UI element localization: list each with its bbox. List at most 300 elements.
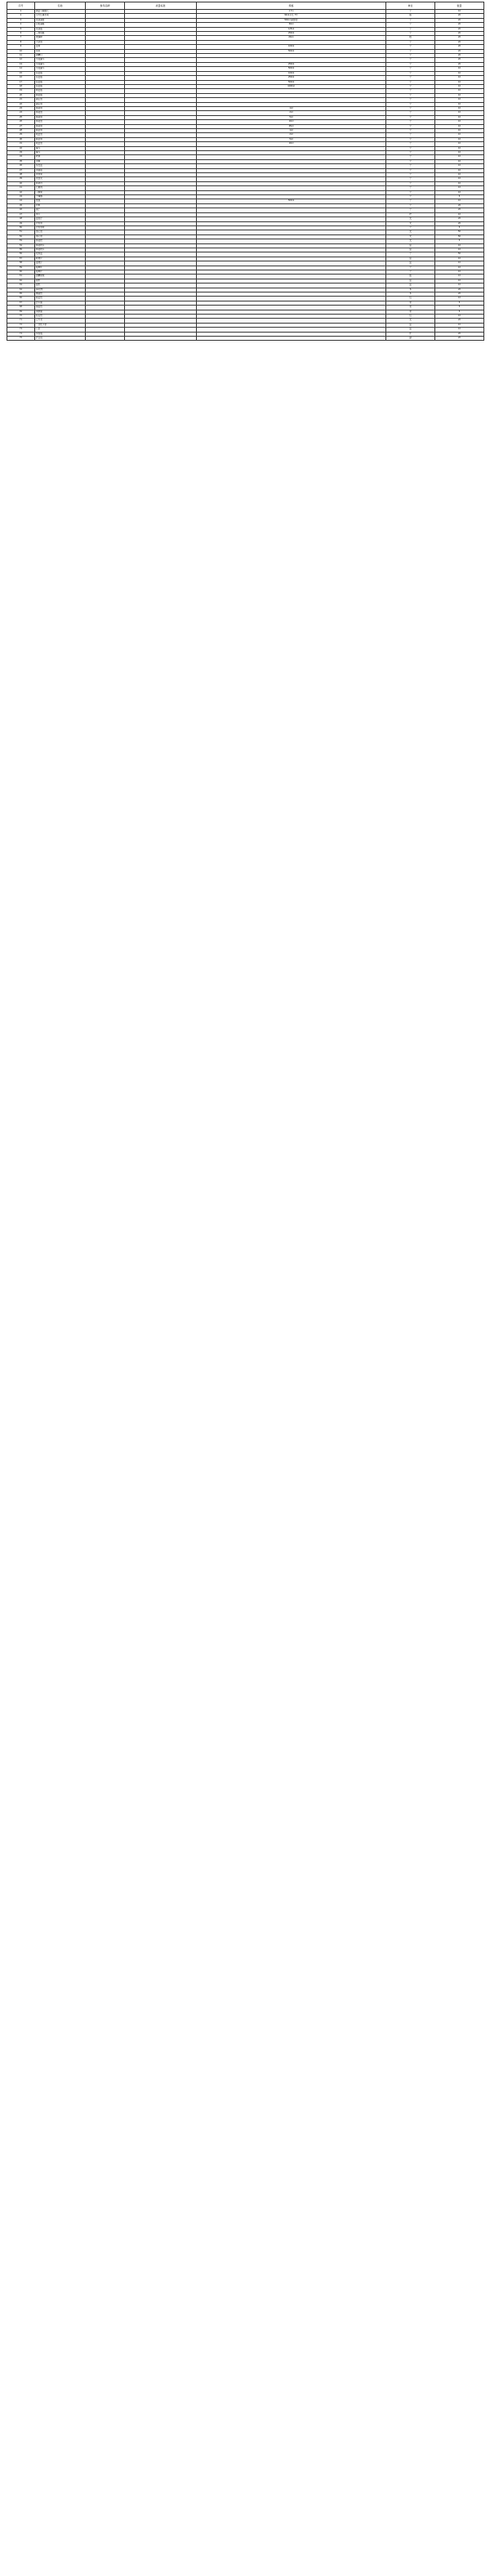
cell-index: 17 [7,80,35,84]
cell-unit: 个 [386,111,435,115]
cell-unit: 本 [386,288,435,292]
cell-qty: 10 [435,266,484,270]
cell-index: 10 [7,49,35,53]
cell-index: 74 [7,332,35,336]
cell-spec: 1.7m [197,10,386,14]
cell-unit: 个 [386,18,435,22]
cell-name: 口罩 [35,328,86,332]
cell-unit: 个 [386,142,435,146]
cell-spec: 5ml [197,137,386,141]
cell-spec: 250ml [197,32,386,36]
cell-unit: 包 [386,315,435,319]
cell-unit: 个 [386,58,435,62]
cell-qty: 10 [435,173,484,177]
cell-name: 酒精棉球 [35,275,86,279]
cell-unit: 盒 [386,279,435,283]
cell-name: 三角烧瓶 [35,32,86,36]
cell-qty: 10 [435,128,484,132]
cell-index: 61 [7,275,35,279]
cell-spec: 2ml [197,133,386,137]
cell-index: 21 [7,98,35,102]
cell-index: 36 [7,164,35,168]
cell-qty: 10 [435,76,484,80]
cell-qty: 50 [435,252,484,257]
cell-index: 43 [7,195,35,199]
cell-unit: 支 [386,234,435,239]
cell-qty: 20 [435,49,484,53]
cell-standard [125,337,197,341]
cell-index: 34 [7,155,35,159]
cell-unit: 个 [386,195,435,199]
cell-qty: 10 [435,84,484,88]
cell-index: 37 [7,168,35,172]
cell-name: 培养皿 [35,252,86,257]
cell-qty: 20 [435,36,484,40]
cell-name: 滴定管 [35,98,86,102]
cell-unit: 个 [386,27,435,31]
cell-unit: 个 [386,128,435,132]
cell-qty: 10 [435,297,484,301]
cell-unit: 个 [386,164,435,168]
cell-unit: 个 [386,168,435,172]
cell-name: 试剂瓶 [35,27,86,31]
cell-name: 蒸发皿 [35,164,86,168]
cell-index: 42 [7,190,35,194]
cell-index: 46 [7,208,35,212]
cell-unit: 个 [386,45,435,49]
cell-unit: 个 [386,23,435,27]
cell-spec: 60ml [197,23,386,27]
cell-index: 19 [7,89,35,93]
cell-name: 研钵 [35,155,86,159]
cell-unit: 个 [386,62,435,66]
cell-unit: 盒 [386,323,435,327]
cell-unit: 支 [386,239,435,243]
cell-qty: 10 [435,257,484,261]
cell-unit: 瓶 [386,14,435,18]
cell-name: 滤纸 [35,279,86,283]
cell-index: 75 [7,337,35,341]
cell-index: 65 [7,292,35,297]
cell-qty: 10 [435,93,484,97]
cell-name: 护目镜 [35,337,86,341]
cell-index: 16 [7,76,35,80]
cell-spec [197,337,386,341]
cell-unit: 个 [386,186,435,190]
cell-name: 称量瓶 [35,93,86,97]
cell-qty: 20 [435,40,484,44]
cell-unit: 个 [386,208,435,212]
cell-qty: 5 [435,306,484,310]
cell-qty: 10 [435,270,484,274]
cell-qty: 10 [435,248,484,252]
cell-unit: 盒 [386,248,435,252]
cell-name: 容量瓶 [35,76,86,80]
cell-qty: 20 [435,288,484,292]
cell-index: 53 [7,239,35,243]
cell-name: 漏斗 [35,151,86,155]
cell-qty: 10 [435,111,484,115]
cell-unit: 本 [386,292,435,297]
cell-name: 实验服 [35,332,86,336]
cell-qty: 10 [435,102,484,106]
cell-index: 6 [7,32,35,36]
cell-unit: 盒 [386,243,435,248]
cell-unit: 个 [386,67,435,71]
cell-qty: 10 [435,133,484,137]
cell-unit: 副 [386,337,435,341]
cell-name: pH试纸 [35,288,86,292]
cell-unit: 支 [386,221,435,225]
cell-name: 移液枪头 [35,243,86,248]
cell-unit: 个 [386,40,435,44]
cell-index: 67 [7,301,35,305]
cell-unit: 个 [386,84,435,88]
cell-index: 50 [7,225,35,230]
cell-qty: 20 [435,208,484,212]
cell-name: 滤纸 [35,283,86,288]
cell-index: 48 [7,217,35,221]
cell-qty: 20 [435,217,484,221]
cell-qty: 10 [435,168,484,172]
cell-index: 8 [7,40,35,44]
cell-unit: 根 [386,36,435,40]
cell-name: 分液漏斗 [35,58,86,62]
cell-index: 1 [7,10,35,14]
cell-name: 称量纸 [35,297,86,301]
cell-qty: 10 [435,315,484,319]
cell-unit: 个 [386,115,435,119]
cell-name: 量筒 [35,45,86,49]
cell-index: 70 [7,315,35,319]
cell-name: 移液管 [35,124,86,128]
cell-index: 71 [7,319,35,323]
cell-qty: 10 [435,190,484,194]
cell-name: 铁架台 [35,181,86,185]
cell-qty: 10 [435,181,484,185]
cell-index: 38 [7,173,35,177]
cell-name: 吸量管 [35,137,86,141]
cell-index: 35 [7,159,35,163]
cell-index: 51 [7,230,35,234]
cell-name: 比色管架 [35,225,86,230]
cell-name: 试管架 [35,173,86,177]
table-body [7,10,484,341]
cell-spec: 2ml [197,111,386,115]
cell-qty: 10 [435,155,484,159]
cell-unit: 盒 [386,257,435,261]
cell-name: 石棉网 [35,186,86,190]
cell-qty: 10 [435,67,484,71]
cell-name: 滴定管 [35,102,86,106]
cell-name: 漏斗 [35,146,86,150]
cell-name: 坩埚 [35,159,86,163]
cell-unit: 支 [386,217,435,221]
table-header-row [7,2,484,10]
cell-index: 45 [7,203,35,208]
cell-name: 分液漏斗 [35,62,86,66]
cell-spec: 500ml [197,49,386,53]
cell-spec: 125ml [197,27,386,31]
cell-unit: 个 [386,120,435,124]
cell-unit: 支 [386,230,435,234]
cell-index: 56 [7,252,35,257]
cell-spec: 1ml [197,128,386,132]
cell-name: 记号笔 [35,319,86,323]
cell-unit: 个 [386,266,435,270]
cell-qty: 10 [435,212,484,217]
cell-unit: 盒 [386,328,435,332]
cell-index: 44 [7,199,35,203]
cell-unit: 个 [386,155,435,159]
cell-name: 测量下胸围尺 [35,10,86,14]
cell-index: 12 [7,58,35,62]
cell-unit: 个 [386,225,435,230]
cell-qty: 20 [435,54,484,58]
cell-unit: 个 [386,80,435,84]
cell-index: 41 [7,186,35,190]
cell-name: 移液枪 [35,239,86,243]
cell-qty: 10 [435,186,484,190]
cell-name: 小方红墨水架 [35,14,86,18]
cell-qty: 20 [435,45,484,49]
cell-unit: 盒 [386,283,435,288]
cell-unit: 个 [386,93,435,97]
cell-name: 离心管 [35,234,86,239]
header-name: 名称 [35,2,86,10]
cell-name: 标签纸 [35,315,86,319]
cell-qty: 5 [435,310,484,314]
cell-name: 接种环 [35,266,86,270]
cell-unit: 件 [386,332,435,336]
cell-qty: 5 [435,225,484,230]
cell-spec: 5ml [197,115,386,119]
cell-unit: 个 [386,133,435,137]
cell-qty: 5 [435,301,484,305]
cell-name: 移液管 [35,111,86,115]
cell-unit: 支 [386,319,435,323]
cell-spec: 500ml [197,80,386,84]
cell-spec: 500ml [197,67,386,71]
cell-name: 移液管 [35,115,86,119]
cell-unit: 个 [386,124,435,128]
cell-qty: 20 [435,62,484,66]
cell-name: 药匙 [35,203,86,208]
cell-qty: 10 [435,199,484,203]
cell-unit: 盒 [386,261,435,266]
cell-spec: 10ml [197,120,386,124]
cell-name: 酒精灯 [35,54,86,58]
header-standard: 质量标准 [125,2,197,10]
cell-unit: 个 [386,151,435,155]
cell-name: 白色滴瓶 [35,23,86,27]
cell-qty: 20 [435,337,484,341]
cell-qty: 10 [435,243,484,248]
cell-qty: 20 [435,32,484,36]
cell-index: 54 [7,243,35,248]
cell-name: 干燥器 [35,195,86,199]
cell-name: 盖玻片 [35,261,86,266]
cell-unit: 把 [386,212,435,217]
cell-index: 4 [7,23,35,27]
cell-unit: 个 [386,159,435,163]
header-unit: 单位 [386,2,435,10]
cell-index: 64 [7,288,35,292]
cell-index: 49 [7,221,35,225]
cell-name: 吸量管 [35,128,86,132]
cell-qty: 20 [435,319,484,323]
document-sheet [7,0,483,341]
cell-name: 容量瓶 [35,80,86,84]
cell-index: 47 [7,212,35,217]
cell-name: 移液管 [35,106,86,110]
cell-spec: 1ml [197,106,386,110]
cell-name: 吸量管 [35,133,86,137]
cell-index: 39 [7,177,35,181]
cell-qty: 50 [435,230,484,234]
cell-qty: 20 [435,14,484,18]
cell-spec: 250ml [197,62,386,66]
cell-unit: 个 [386,54,435,58]
cell-qty: 20 [435,18,484,22]
cell-unit: 个 [386,32,435,36]
cell-unit: 个 [386,181,435,185]
cell-qty: 20 [435,221,484,225]
cell-unit: 卷 [386,301,435,305]
cell-qty: 10 [435,120,484,124]
cell-unit: 个 [386,270,435,274]
cell-name: 称量瓶 [35,89,86,93]
cell-name: 烧杯 [35,49,86,53]
cell-index: 13 [7,62,35,66]
cell-qty: 10 [435,146,484,150]
cell-qty: 10 [435,261,484,266]
cell-unit: 个 [386,137,435,141]
cell-unit: 个 [386,49,435,53]
cell-qty: 50 [435,234,484,239]
table-row [7,337,484,341]
cell-qty: 5 [435,239,484,243]
cell-name: 容量瓶 [35,71,86,75]
cell-qty: 10 [435,71,484,75]
cell-index: 9 [7,45,35,49]
cell-index: 33 [7,151,35,155]
cell-index: 55 [7,248,35,252]
cell-spec: 1000ml [197,84,386,88]
cell-unit: 个 [386,71,435,75]
cell-qty: 10 [435,164,484,168]
cell-index: 5 [7,27,35,31]
cell-qty: 5 [435,195,484,199]
cell-index: 25 [7,115,35,119]
cell-spec: 100ml [197,71,386,75]
cell-name: 剪刀 [35,212,86,217]
cell-name: 接种针 [35,270,86,274]
cell-qty: 10 [435,283,484,288]
cell-index: 72 [7,323,35,327]
cell-unit: 个 [386,89,435,93]
cell-index: 20 [7,93,35,97]
header-brand: 参考品牌 [86,2,125,10]
cell-unit: 包 [386,297,435,301]
cell-unit: 个 [386,76,435,80]
cell-name: 玻璃棒 [35,36,86,40]
cell-name: 擦镜纸 [35,292,86,297]
cell-unit: 个 [386,199,435,203]
cell-index: 11 [7,54,35,58]
cell-index: 66 [7,297,35,301]
cell-name: 镊子 [35,208,86,212]
cell-index: 57 [7,257,35,261]
cell-name: 分液漏斗 [35,67,86,71]
cell-name: 温度计 [35,217,86,221]
cell-name: 容量瓶 [35,84,86,88]
cell-index: 15 [7,71,35,75]
cell-unit: 个 [386,146,435,150]
cell-index: 62 [7,279,35,283]
cell-qty: 10 [435,323,484,327]
cell-qty: 10 [435,10,484,14]
cell-index: 29 [7,133,35,137]
cell-unit: 个 [386,173,435,177]
cell-qty: 10 [435,275,484,279]
cell-unit: 卷 [386,306,435,310]
cell-unit: 个 [386,177,435,181]
cell-name: 载玻片 [35,257,86,261]
cell-qty: 10 [435,142,484,146]
header-index: 序号 [7,2,35,10]
cell-index: 69 [7,310,35,314]
cell-name: 保鲜膜 [35,310,86,314]
cell-spec: 500ml 滴管/套 [197,18,386,22]
cell-name: 移液管 [35,120,86,124]
cell-unit: 个 [386,190,435,194]
cell-spec: 250ml [197,76,386,80]
cell-name: 试管夹 [35,177,86,181]
cell-qty: 10 [435,80,484,84]
cell-qty: 10 [435,137,484,141]
cell-unit: 个 [386,106,435,110]
cell-name: 大试管 [35,40,86,44]
cell-unit: 个 [386,98,435,102]
cell-index: 59 [7,266,35,270]
cell-spec: 25ml [197,124,386,128]
cell-index: 2 [7,14,35,18]
cell-unit: 个 [386,203,435,208]
cell-index: 31 [7,142,35,146]
cell-qty: 10 [435,106,484,110]
cell-qty: 20 [435,23,484,27]
cell-brand [86,337,125,341]
cell-name: 离心管 [35,230,86,234]
cell-unit: 瓶 [386,275,435,279]
cell-name: 吸量管 [35,142,86,146]
cell-qty: 10 [435,279,484,283]
cell-qty: 10 [435,159,484,163]
cell-unit: 个 [386,102,435,106]
cell-name: 一次性手套 [35,323,86,327]
cell-index: 22 [7,102,35,106]
cell-qty: 10 [435,177,484,181]
cell-index: 73 [7,328,35,332]
cell-index: 27 [7,124,35,128]
cell-qty: 10 [435,151,484,155]
cell-qty: 10 [435,89,484,93]
cell-name: 比色管 [35,221,86,225]
cell-spec: 90ml 小红 7号 [197,14,386,18]
cell-unit: 个 [386,10,435,14]
cell-qty: 10 [435,98,484,102]
